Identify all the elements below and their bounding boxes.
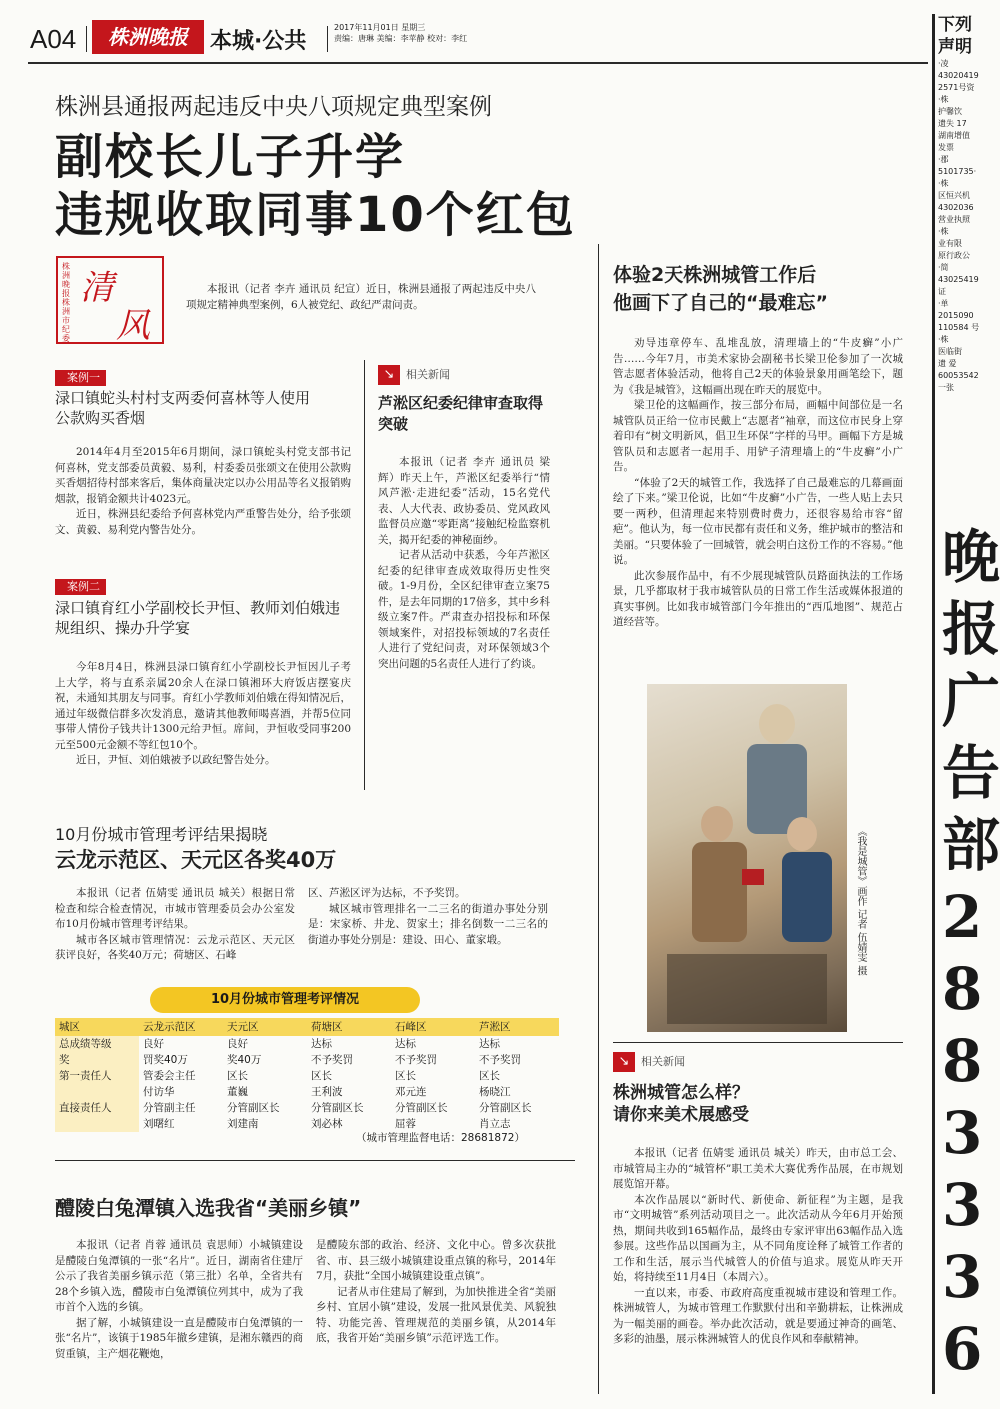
column-divider [364, 360, 365, 790]
date-line [334, 22, 494, 44]
story1-headline-line1: 副校长儿子升学 [55, 129, 406, 185]
notice-line: 区恒兴机 [938, 191, 970, 200]
notice-line: 一张 [938, 383, 954, 392]
table-cell: 不予奖罚 [311, 1054, 353, 1066]
notice-line: 医临街 [938, 347, 962, 356]
table-cell: 邓元连 [395, 1086, 427, 1098]
notice-title-2: 声明 [938, 37, 972, 57]
table-cell: 区长 [311, 1070, 332, 1082]
ad-big-character: 报 [942, 595, 1000, 663]
table-row [55, 1084, 559, 1100]
column-header: 石峰区 [391, 1018, 475, 1036]
table-cell: 不予奖罚 [479, 1054, 521, 1066]
related-news-label: 相关新闻 [406, 368, 450, 381]
editor-credits: 责编：唐琳 美编：李苹静 校对：李红 [334, 34, 468, 43]
arrow-icon: ↘ [378, 365, 400, 385]
table-cell: 区长 [395, 1070, 416, 1082]
notice-line: ·株 [938, 179, 949, 188]
ad-big-character: 3 [942, 1099, 983, 1167]
notice-line: 营业执照 [938, 215, 970, 224]
notice-line: 遗失 17 [938, 119, 967, 128]
related-news-tag [613, 1052, 685, 1072]
table-cell: 屈蓉 [395, 1118, 416, 1130]
ad-big-character: 8 [942, 955, 983, 1023]
notice-line: ·株 [938, 227, 949, 236]
paragraph: 城区城市管理排名一二三名的街道办事处分别是：宋家桥、井龙、贺家土；排名倒数一二三名的街道办事处分别是：建设、田心、董家塅。 [308, 902, 548, 946]
paragraph: 据了解，小城镇建设一直是醴陵市白兔潭镇的一张“名片”，该镇于1985年撤乡建镇，是湘东赣西的商贸重镇，主产烟花鞭炮， [55, 1316, 303, 1360]
table-cell: 奖40万 [227, 1054, 262, 1066]
newspaper-logo: 株洲晚报 [92, 20, 204, 54]
related1-body [378, 455, 550, 672]
related2-headline-line1: 株洲城管怎么样？ [613, 1083, 749, 1103]
painting-figures-illustration [647, 684, 847, 1032]
table-cell: 杨晓江 [479, 1086, 511, 1098]
story2-headline: 云龙示范区、天元区各奖40万 [55, 848, 337, 872]
table-cell: 达标 [311, 1038, 332, 1050]
paragraph: 区、芦淞区评为达标，不予奖罚。 [308, 887, 466, 899]
table-header-row [55, 1018, 559, 1036]
score-table-title: 10月份城市管理考评情况 [150, 987, 420, 1013]
table-cell: 达标 [395, 1038, 416, 1050]
story3-body-right [316, 1238, 556, 1347]
notice-lines [938, 58, 985, 394]
related-news-tag [378, 365, 450, 385]
paragraph: 此次参展作品中，有不少展现城管队员路面执法的工作场景，几乎都取材于我市城管队员的日常工作生活或媒体报道的真实事例。比如我市城管部门今年推出的“西瓜地图”、规范占道经营等。 [613, 569, 903, 628]
paragraph: 本报讯（记者 李卉 通讯员 梁辉）昨天上午，芦淞区纪委举行“情风芦淞·走进纪委”活动，15名党代表、人大代表、政协委员、党风政风监督员应邀“零距离”接触纪检监察机关，揭开纪委的神秘面纱。 [378, 456, 550, 546]
header-divider [327, 26, 328, 52]
case2-tag: 案例二 [55, 579, 106, 595]
table-row [55, 1100, 559, 1116]
notice-line: 43020419 [938, 71, 979, 80]
table-source-note: （城市管理监督电话：28681872） [356, 1132, 525, 1144]
table-row [55, 1068, 559, 1084]
notice-line: ·郡 [938, 155, 949, 164]
ad-big-character: 告 [942, 739, 1000, 807]
section-rule [55, 1160, 575, 1161]
related-news-label: 相关新闻 [641, 1055, 685, 1068]
story4-body [613, 336, 903, 631]
story2-kicker: 10月份城市管理考评结果揭晓 [55, 825, 268, 844]
story1-lead [186, 282, 536, 313]
column-header: 荷塘区 [307, 1018, 391, 1036]
notice-line: 发票 [938, 143, 954, 152]
paragraph: 本报讯（记者 伍婧雯 通讯员 城关）根据日常检查和综合检查情况，市城市管理委员会办公室发布10月份城市管理考评结果。 [55, 887, 295, 930]
table-cell: 分管副区长 [311, 1102, 364, 1114]
table-row [55, 1052, 559, 1068]
row-label: 奖 [55, 1052, 139, 1068]
table-cell: 分管副主任 [143, 1102, 196, 1114]
column-header: 云龙示范区 [139, 1018, 223, 1036]
table-cell: 分管副区长 [479, 1102, 532, 1114]
header-divider [86, 26, 87, 52]
adjacent-page-border [932, 14, 935, 1394]
paragraph: 今年8月4日，株洲县渌口镇育红小学副校长尹恒因儿子考上大学，将与直系亲属20余人在渌口镇湘环大府饭店摆宴庆祝，未通知其朋友与同事。育红小学教师刘伯娥在得知情况后，通过年级微信群多次发消息，邀请其他教师喝喜酒，并帮5位同事带人情份子钱共计1300元给尹恒。席间，尹恒收受同事200元至500元金额不等红包10个。 [55, 661, 351, 751]
paragraph: 本报讯（记者 伍婧雯 通讯员 城关）昨天，由市总工会、市城管局主办的“城管杯”职工美术大赛优秀作品展，在市规划展览馆开幕。 [613, 1147, 903, 1190]
story4-headline-line2: 他画下了自己的“最难忘” [613, 292, 828, 314]
notice-line: 原行政公 [938, 251, 970, 260]
table-cell: 区长 [227, 1070, 248, 1082]
lead-paragraph: 本报讯（记者 李卉 通讯员 纪宣）近日，株洲县通报了两起违反中央八项规定精神典型案例，6人被党纪、政纪严肃问责。 [186, 283, 536, 311]
row-label: 总成绩等级 [55, 1036, 139, 1052]
adjacent-page-notices [938, 14, 985, 526]
arrow-icon: ↘ [613, 1052, 635, 1072]
case2-body [55, 660, 351, 769]
painting-photo [647, 684, 847, 1032]
table-cell: 区长 [479, 1070, 500, 1082]
notice-line: 60053542 [938, 371, 979, 380]
notice-line: 证 [938, 287, 946, 296]
ad-big-character: 2 [942, 883, 983, 951]
story3-headline: 醴陵白兔潭镇入选我省“美丽乡镇” [55, 1196, 362, 1220]
notice-line: ·简 [938, 263, 949, 272]
table-row [55, 1036, 559, 1052]
column-header: 芦淞区 [475, 1018, 559, 1036]
case1-body [55, 445, 351, 538]
paragraph: 是醴陵东部的政治、经济、文化中心。曾多次获批省、市、县三级小城镇建设重点镇的称号，2014年7月，获批“全国小城镇建设重点镇”。 [316, 1239, 556, 1282]
related1-headline: 芦淞区纪委纪律审查取得突破 [378, 394, 544, 433]
notice-line: 4302036 [938, 203, 974, 212]
notice-line: 遗 爱 [938, 359, 957, 368]
table-cell: 肖立志 [479, 1118, 511, 1130]
related2-body [613, 1146, 903, 1348]
paragraph: 本报讯（记者 肖蓉 通讯员 袁思师）小城镇建设是醴陵白兔潭镇的一张“名片”。近日，湖南省住建厅公示了我省美丽乡镇示范（第三批）名单，全省共有28个乡镇入选，醴陵市白兔潭镇位列其中，成为了我市首个入选的乡镇。 [55, 1239, 303, 1313]
notice-line: 业有限 [938, 239, 962, 248]
adjacent-page-ad [938, 523, 1000, 1398]
table-cell: 刘建南 [227, 1118, 259, 1130]
table-cell: 分管副区长 [227, 1102, 280, 1114]
page-number: A04 [30, 24, 77, 54]
case2-title: 渌口镇育红小学副校长尹恒、教师刘伯娥违规组织、操办升学宴 [55, 599, 341, 637]
ad-big-character: 部 [942, 811, 1000, 879]
table-cell: 良好 [143, 1038, 164, 1050]
table-cell: 良好 [227, 1038, 248, 1050]
paragraph: 梁卫伦的这幅画作，按三部分布局，画幅中间部位是一名城管队员正给一位市民戴上“志愿者”袖章，而这位市民身上穿着印有“树文明新风，倡卫生环保”字样的马甲。画幅下方是城管队员和志愿者一起用手、用铲子清理墙上的“牛皮癣”小广告。 [613, 399, 903, 473]
seal-small-text: 株洲晚报株洲市纪委 [62, 262, 70, 343]
notice-line: 2571号资 [938, 83, 975, 92]
score-table [55, 1018, 559, 1132]
paragraph: 一直以来，市委、市政府高度重视城市建设和管理工作。株洲城管人，为城市管理工作默默付出和辛勤耕耘，让株洲成为一幅美丽的画卷。举办此次活动，就是要通过神奇的画笔、多彩的油墨，展示株洲城管人的优良作风和奉献精神。 [613, 1286, 903, 1345]
paragraph: 记者从活动中获悉，今年芦淞区纪委的纪律审查成效取得历史性突破。1-9月份，全区纪律审查立案75件，是去年同期的17倍多，其中乡科级立案7件。严肃查办招投标和环保领域案件，对招投标领域的7名责任人进行了党纪问责，对环保领域3个突出问题的5名责任人进行了约谈。 [378, 549, 550, 670]
ad-big-character: 6 [942, 1315, 983, 1383]
notice-line: 湖南增值 [938, 131, 970, 140]
section-title: 本城·公共 [210, 29, 307, 54]
column-header: 城区 [55, 1018, 139, 1036]
photo-caption: 《我是城管》画作 记者 伍婧雯 摄 [855, 826, 866, 976]
notice-line: ·株 [938, 95, 949, 104]
notice-line: ·单 [938, 299, 949, 308]
paragraph: 城市各区城市管理情况：云龙示范区、天元区获评良好，各奖40万元；荷塘区、石峰 [55, 933, 295, 961]
paragraph: 本次作品展以“新时代、新使命、新征程”为主题，是我市“文明城管”系列活动项目之一。此次活动从今年6月开始预热，期间共收到165幅作品，最终由专家评审出63幅作品入选参展。这些作品以国画为主，从不同角度诠释了城管工作者的工作和生活，展示当代城管人的价值与追求。展览从昨天开始，将持续至11月4日（本周六）。 [613, 1193, 903, 1283]
related2-headline-line2: 请你来美术展感受 [613, 1105, 749, 1125]
story3-body-left [55, 1238, 303, 1362]
column-header: 天元区 [223, 1018, 307, 1036]
case1-title: 渌口镇蛇头村村支两委何喜林等人使用公款购买香烟 [55, 389, 311, 427]
story1-headline-line2: 违规收取同事10个红包 [55, 187, 576, 243]
row-label: 第一责任人 [55, 1068, 139, 1084]
table-cell: 管委会主任 [143, 1070, 196, 1082]
paragraph: 劝导违章停车、乱堆乱放，清理墙上的“牛皮癣”小广告……今年7月，市美术家协会副秘书长梁卫伦参加了一次城管志愿者体验活动，他将自己2天的体验景象用画笔绘下，题为《我是城管》，这幅画出现在昨天的展览中。 [613, 337, 903, 396]
table-cell: 分管副区长 [395, 1102, 448, 1114]
notice-line: 110584 号 [938, 323, 980, 332]
section-rule [613, 1042, 903, 1043]
table-cell: 不予奖罚 [395, 1054, 437, 1066]
issue-date: 2017年11月01日 星期三 [334, 23, 426, 32]
ad-big-character: 3 [942, 1243, 983, 1311]
seal-char-2: 风 [116, 306, 150, 346]
row-label [55, 1116, 139, 1132]
table-cell: 王利波 [311, 1086, 343, 1098]
paragraph: “体验了2天的城管工作，我选择了自己最难忘的几幕画面绘了下来。”梁卫伦说，比如“牛皮癣”小广告，一些人贴上去只要一两秒，但清理起来特别费时费力，还很容易给市容“留疤”。他认为，每一位市民都有责任和义务，维护城市的整洁和美丽。“只要体验了一回城管，就会明白这份工作的不容易。”他说。 [613, 476, 903, 566]
notice-line: ·凌 [938, 59, 949, 68]
story2-body-right [308, 886, 548, 948]
paragraph: 近日，株洲县纪委给予何喜林党内严重警告处分，给予张颂文、黄毅、易利党内警告处分。 [55, 508, 351, 536]
row-label: 直接责任人 [55, 1100, 139, 1116]
table-cell: 董巍 [227, 1086, 248, 1098]
notice-line: ·株 [938, 335, 949, 344]
paragraph: 2014年4月至2015年6月期间，渌口镇蛇头村党支部书记何喜林，党支部委员黄毅、易利，村委委员张颂文在使用公款购买香烟招待村部来客后，集体商量决定以办公用品等名义报销购烟款，报销金额共计4023元。 [55, 446, 351, 505]
header-rule [28, 62, 928, 64]
paragraph: 近日，尹恒、刘伯娥被予以政纪警告处分。 [76, 754, 276, 766]
paragraph: 记者从市住建局了解到，为加快推进全省“美丽乡村、宜居小镇”建设，发展一批风景优美、风貌独特、功能完善、管理规范的美丽乡镇，从2014年底，我省开始“美丽乡镇”示范评选工作。 [316, 1285, 556, 1344]
qingfeng-seal-logo [56, 256, 164, 344]
notice-title-1: 下列 [938, 15, 972, 35]
page-column-divider [598, 244, 599, 1394]
notice-line: 护馨饮 [938, 107, 962, 116]
ad-big-character: 晚 [942, 523, 1000, 591]
notice-line: 43025419 [938, 275, 979, 284]
notice-line: 5101735· [938, 167, 977, 176]
case1-tag: 案例一 [55, 370, 106, 386]
table-cell: 达标 [479, 1038, 500, 1050]
table-cell: 刘曙红 [143, 1118, 175, 1130]
ad-big-character: 8 [942, 1027, 983, 1095]
story2-body-left [55, 886, 295, 964]
notice-line: 2015090 [938, 311, 974, 320]
seal-char-1: 清 [80, 268, 114, 308]
story1-kicker: 株洲县通报两起违反中央八项规定典型案例 [55, 94, 492, 120]
table-cell: 刘必林 [311, 1118, 343, 1130]
table-cell: 付访华 [143, 1086, 175, 1098]
row-label [55, 1084, 139, 1100]
table-cell: 罚奖40万 [143, 1054, 188, 1066]
ad-big-character: 广 [942, 667, 1000, 735]
ad-big-character: 3 [942, 1171, 983, 1239]
story4-headline-line1: 体验2天株洲城管工作后 [613, 264, 817, 286]
